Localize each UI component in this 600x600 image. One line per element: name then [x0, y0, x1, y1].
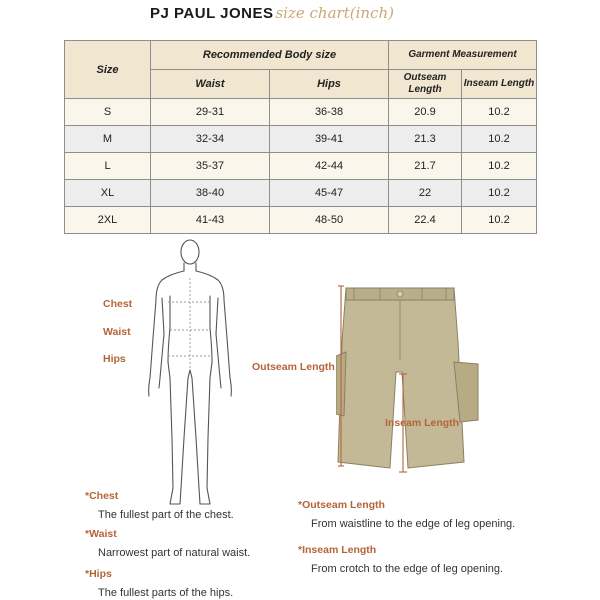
waist-label: Waist [103, 326, 131, 338]
hips-cell: 39-41 [270, 126, 389, 153]
inseam-cell: 10.2 [462, 126, 537, 153]
definition-chest [85, 490, 234, 521]
definition-inseam [298, 544, 503, 575]
outseam-cell: 22.4 [389, 207, 462, 234]
definition-outseam [298, 499, 515, 530]
waist-col-header: Waist [151, 70, 270, 99]
hips-cell: 42-44 [270, 153, 389, 180]
hips-cell: 45-47 [270, 180, 389, 207]
waist-cell: 35-37 [151, 153, 270, 180]
table-row [65, 153, 537, 180]
star-mark: * [85, 528, 90, 540]
size-chart-table [64, 40, 537, 234]
definition-title: Outseam Length [302, 499, 385, 511]
outseam-cell: 20.9 [389, 99, 462, 126]
brand-name: PJ PAUL JONES [150, 5, 274, 22]
table-row [65, 99, 537, 126]
brand-header [150, 4, 394, 28]
hips-cell: 36-38 [270, 99, 389, 126]
inseam-label: Inseam Length [385, 417, 460, 429]
definition-title: Inseam Length [302, 544, 377, 556]
garment-header: Garment Measurement [389, 41, 537, 70]
size-cell: L [65, 153, 151, 180]
outseam-dimension-line [336, 284, 350, 468]
hips-cell: 48-50 [270, 207, 389, 234]
outseam-cell: 21.7 [389, 153, 462, 180]
body-size-header: Recommended Body size [151, 41, 389, 70]
definition-waist [85, 528, 250, 559]
waist-cell: 41-43 [151, 207, 270, 234]
size-header: Size [65, 41, 151, 99]
inseam-cell: 10.2 [462, 180, 537, 207]
inseam-cell: 10.2 [462, 207, 537, 234]
definition-title: Hips [89, 568, 112, 580]
outseam-col-header: Outseam Length [389, 70, 462, 99]
inseam-cell: 10.2 [462, 153, 537, 180]
size-cell: 2XL [65, 207, 151, 234]
cargo-shorts-figure [336, 282, 498, 482]
table-header-row [65, 41, 537, 70]
star-mark: * [85, 490, 90, 502]
waist-cell: 29-31 [151, 99, 270, 126]
definition-desc: From crotch to the edge of leg opening. [311, 563, 504, 575]
chest-label: Chest [103, 298, 133, 310]
outseam-cell: 22 [389, 180, 462, 207]
table-row [65, 126, 537, 153]
inseam-col-header: Inseam Length [462, 70, 537, 99]
definition-title: Chest [89, 490, 119, 502]
definition-desc: The fullest parts of the hips. [98, 587, 234, 599]
size-cell: M [65, 126, 151, 153]
waist-cell: 32-34 [151, 126, 270, 153]
star-mark: * [298, 499, 303, 511]
waist-cell: 38-40 [151, 180, 270, 207]
inseam-cell: 10.2 [462, 99, 537, 126]
definition-title: Waist [89, 528, 117, 540]
hips-col-header: Hips [270, 70, 389, 99]
table-row [65, 180, 537, 207]
definition-desc: The fullest part of the chest. [98, 509, 234, 521]
size-cell: S [65, 99, 151, 126]
body-outline-figure [140, 238, 240, 520]
star-mark: * [298, 544, 303, 556]
definition-desc: Narrowest part of natural waist. [98, 547, 251, 559]
table-row [65, 207, 537, 234]
size-cell: XL [65, 180, 151, 207]
hips-label: Hips [103, 353, 126, 365]
definition-hips [85, 568, 233, 599]
brand-subtitle: size chart(inch) [275, 4, 394, 22]
definition-desc: From waistline to the edge of leg opening. [311, 518, 516, 530]
star-mark: * [85, 568, 90, 580]
outseam-cell: 21.3 [389, 126, 462, 153]
outseam-label: Outseam Length [252, 361, 335, 373]
